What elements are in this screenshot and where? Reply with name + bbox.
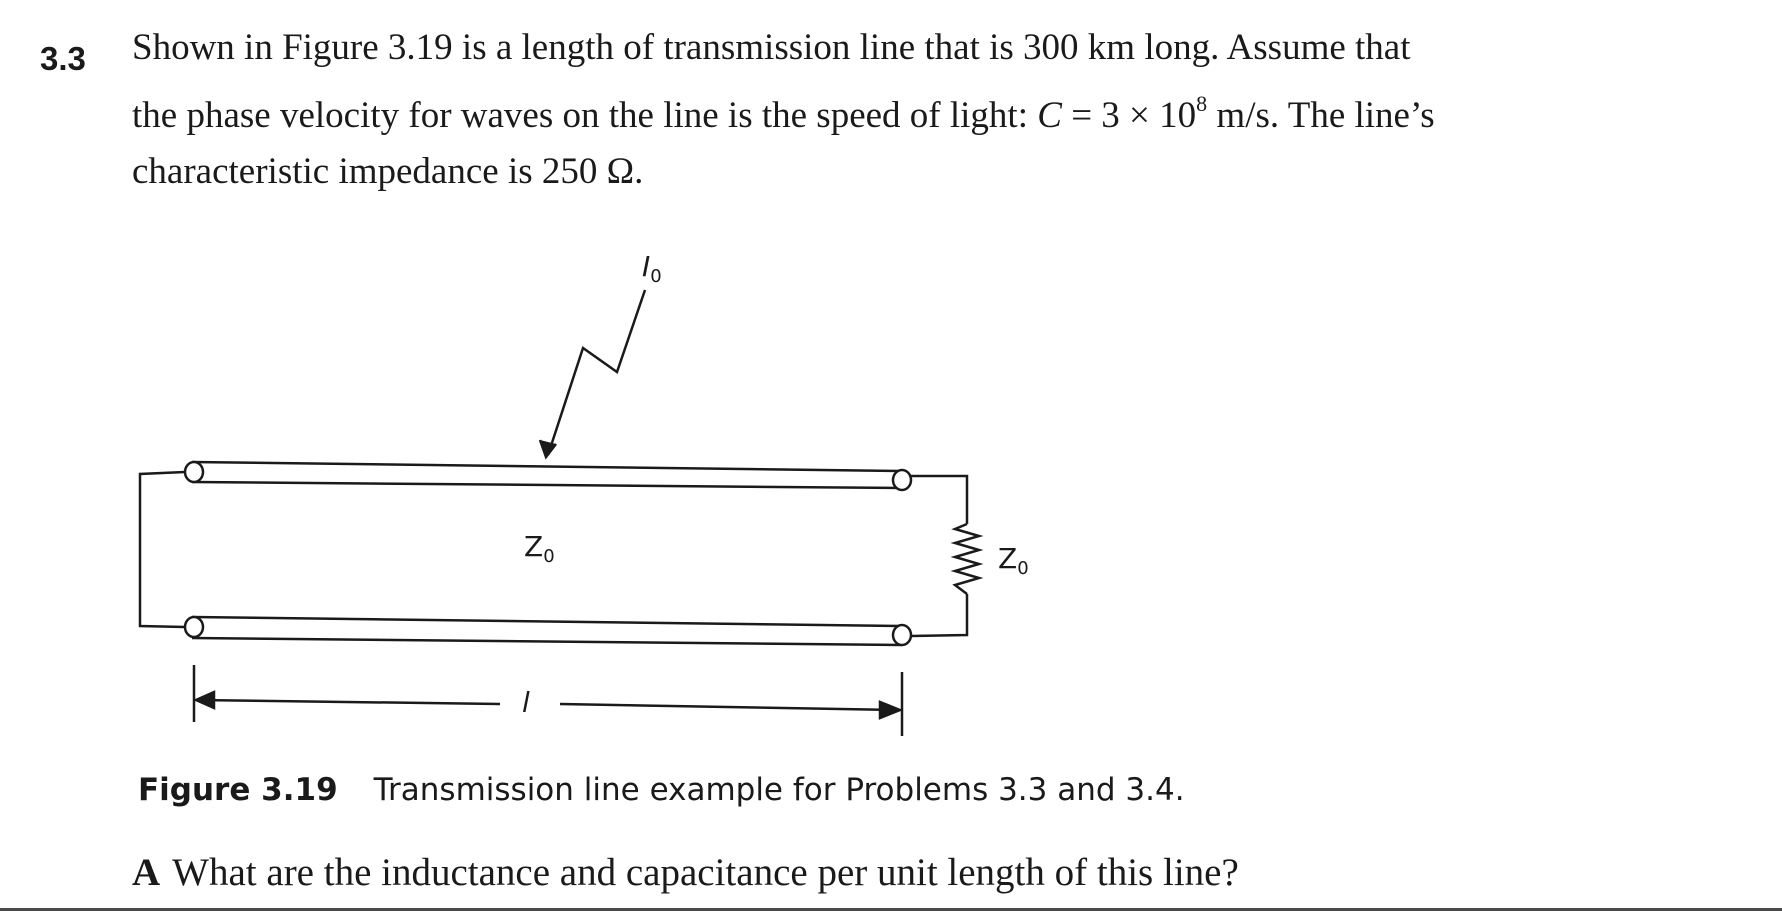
source-current-label: $I_0$ (642, 250, 662, 287)
right-wire-top (911, 476, 967, 524)
figure-caption (138, 772, 1185, 808)
bottom-left-terminal (185, 617, 203, 637)
dimension-arrow-left (196, 692, 214, 708)
speed-equation: = 3 × 10 (1061, 95, 1197, 136)
question-letter: A (132, 851, 161, 894)
length-label: l (522, 686, 530, 719)
figure-caption-text: Transmission line example for Problems 3.3 and 3.4. (373, 772, 1185, 808)
problem-line-2-end: m/s. The line’s (1207, 95, 1435, 136)
bottom-divider (0, 908, 1782, 911)
speed-symbol: C (1037, 95, 1062, 136)
dimension-line-left (196, 700, 500, 704)
line-impedance-label: $Z_0$ (524, 530, 555, 567)
arrow-head (540, 440, 556, 457)
figure-number: Figure 3.19 (138, 772, 338, 808)
speed-exponent: 8 (1196, 91, 1208, 116)
left-wire (140, 472, 185, 627)
right-wire-bottom (911, 594, 967, 636)
problem-number: 3.3 (40, 40, 86, 77)
problem-line-2-text: the phase velocity for waves on the line is the speed of light: (132, 95, 1038, 136)
top-conductor (192, 462, 902, 488)
top-left-terminal (185, 462, 203, 482)
top-right-terminal (893, 470, 911, 490)
dimension-line-right (560, 704, 898, 710)
injected-current-arrow (548, 290, 645, 455)
load-resistor (955, 524, 979, 594)
question-a (132, 850, 1239, 895)
question-text: What are the inductance and capacitance per unit length of this line? (172, 851, 1239, 894)
dimension-arrow-right (880, 702, 900, 718)
load-impedance-label: $Z_0$ (998, 542, 1029, 579)
bottom-right-terminal (893, 625, 911, 645)
bottom-conductor (192, 617, 902, 645)
problem-line-1: Shown in Figure 3.19 is a length of transmission line that is 300 km long. Assume that (132, 27, 1411, 68)
problem-line-3: characteristic impedance is 250 Ω. (132, 151, 644, 192)
